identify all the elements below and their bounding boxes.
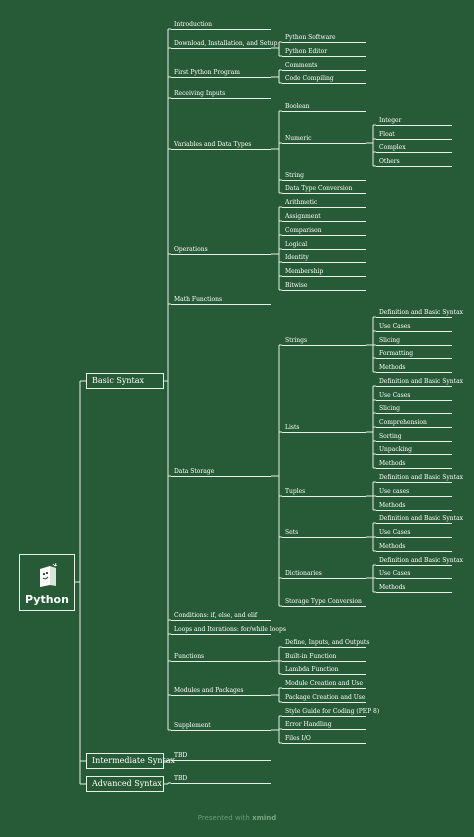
leaf-methods[interactable]: Methods	[379, 460, 406, 467]
topic-functions[interactable]: Functions	[174, 653, 205, 660]
topic-underline	[376, 523, 452, 524]
leaf-slicing[interactable]: Slicing	[379, 405, 400, 412]
footer-prefix: Presented with	[197, 814, 250, 822]
topic-underline	[376, 441, 452, 442]
topic-underline	[376, 345, 452, 346]
topic-underline	[376, 152, 452, 153]
subtopic-assignment[interactable]: Assignment	[285, 213, 321, 220]
leaf-slicing[interactable]: Slicing	[379, 337, 400, 344]
topic-tbd[interactable]: TBD	[174, 752, 188, 759]
leaf-definition-and-basic-syntax[interactable]: Definition and Basic Syntax	[379, 557, 464, 564]
topic-underline	[376, 331, 452, 332]
topic-underline	[282, 249, 366, 250]
topic-underline	[376, 482, 452, 483]
topic-underline	[282, 674, 366, 675]
topic-underline	[282, 716, 366, 717]
subtopic-built-in-function[interactable]: Built-in Function	[285, 653, 337, 660]
topic-loops-and-iterations-for-while-loops[interactable]: Loops and Iterations: for/while loops	[174, 626, 286, 633]
topic-underline	[376, 551, 452, 552]
subtopic-python-software[interactable]: Python Software	[285, 34, 336, 41]
topic-underline	[282, 743, 366, 744]
topic-underline	[171, 48, 271, 49]
topic-underline	[376, 139, 452, 140]
topic-underline	[171, 661, 271, 662]
topic-underline	[282, 143, 366, 144]
leaf-sorting[interactable]: Sorting	[379, 433, 402, 440]
leaf-methods[interactable]: Methods	[379, 584, 406, 591]
topic-underline	[171, 783, 271, 784]
topic-underline	[376, 413, 452, 414]
subtopic-define-inputs-and-outputs[interactable]: Define, Inputs, and Outputs	[285, 639, 370, 646]
topic-underline	[376, 510, 452, 511]
leaf-unpacking[interactable]: Unpacking	[379, 446, 412, 453]
topic-underline	[282, 647, 366, 648]
subtopic-error-handling[interactable]: Error Handling	[285, 721, 332, 728]
leaf-methods[interactable]: Methods	[379, 364, 406, 371]
topic-underline	[282, 661, 366, 662]
leaf-comprehension[interactable]: Comprehension	[379, 419, 427, 426]
topic-underline	[282, 537, 366, 538]
python-book-icon	[36, 563, 60, 589]
topic-underline	[282, 70, 366, 71]
topic-underline	[376, 592, 452, 593]
topic-receiving-inputs[interactable]: Receiving Inputs	[174, 90, 226, 97]
central-topic-title: Python	[25, 593, 69, 606]
subtopic-comments[interactable]: Comments	[285, 62, 318, 69]
topic-underline	[376, 358, 452, 359]
leaf-others[interactable]: Others	[379, 158, 400, 165]
topic-supplement[interactable]: Supplement	[174, 722, 211, 729]
leaf-methods[interactable]: Methods	[379, 502, 406, 509]
subtopic-arithmetic[interactable]: Arithmetic	[285, 199, 318, 206]
subtopic-bitwise[interactable]: Bitwise	[285, 282, 308, 289]
topic-underline	[282, 235, 366, 236]
topic-underline	[171, 77, 271, 78]
subtopic-numeric[interactable]: Numeric	[285, 135, 312, 142]
topic-underline	[282, 262, 366, 263]
subtopic-data-type-conversion[interactable]: Data Type Conversion	[285, 185, 353, 192]
central-topic-python[interactable]	[19, 554, 75, 611]
topic-underline	[376, 372, 452, 373]
subtopic-logical[interactable]: Logical	[285, 241, 308, 248]
leaf-use-cases[interactable]: Use Cases	[379, 323, 411, 330]
subtopic-lists[interactable]: Lists	[285, 424, 300, 431]
topic-underline	[282, 83, 366, 84]
leaf-methods[interactable]: Methods	[379, 543, 406, 550]
topic-underline	[282, 345, 366, 346]
topic-math-functions[interactable]: Math Functions	[174, 296, 223, 303]
main-topic-intermediate-syntax[interactable]: Intermediate Syntax	[86, 753, 164, 769]
topic-underline	[376, 578, 452, 579]
topic-underline	[282, 432, 366, 433]
topic-underline	[376, 427, 452, 428]
main-topic-basic-syntax[interactable]: Basic Syntax	[86, 373, 164, 389]
topic-underline	[282, 193, 366, 194]
topic-underline	[282, 180, 366, 181]
topic-tbd[interactable]: TBD	[174, 775, 188, 782]
topic-first-python-program[interactable]: First Python Program	[174, 69, 240, 76]
subtopic-strings[interactable]: Strings	[285, 337, 308, 344]
topic-introduction[interactable]: Introduction	[174, 21, 212, 28]
topic-underline	[282, 729, 366, 730]
leaf-complex[interactable]: Complex	[379, 144, 406, 151]
topic-conditions-if-else-and-elif[interactable]: Conditions: if, else, and elif	[174, 612, 258, 619]
leaf-definition-and-basic-syntax[interactable]: Definition and Basic Syntax	[379, 309, 464, 316]
subtopic-dictionaries[interactable]: Dictionaries	[285, 570, 322, 577]
subtopic-tuples[interactable]: Tuples	[285, 488, 306, 495]
topic-underline	[171, 695, 271, 696]
topic-underline	[282, 606, 366, 607]
subtopic-comparison[interactable]: Comparison	[285, 227, 322, 234]
subtopic-files-i-o[interactable]: Files I/O	[285, 735, 311, 742]
leaf-definition-and-basic-syntax[interactable]: Definition and Basic Syntax	[379, 474, 464, 481]
topic-underline	[282, 578, 366, 579]
topic-underline	[171, 98, 271, 99]
leaf-use-cases[interactable]: Use Cases	[379, 570, 411, 577]
subtopic-module-creation-and-use[interactable]: Module Creation and Use	[285, 680, 364, 687]
topic-underline	[282, 688, 366, 689]
footer-credit	[0, 814, 474, 822]
topic-underline	[282, 42, 366, 43]
main-topic-advanced-syntax[interactable]: Advanced Syntax	[86, 776, 164, 792]
topic-underline	[376, 565, 452, 566]
topic-download-installation-and-setup[interactable]: Download, Installation, and Setup	[174, 40, 278, 47]
topic-data-storage[interactable]: Data Storage	[174, 468, 215, 475]
subtopic-package-creation-and-use[interactable]: Package Creation and Use	[285, 694, 366, 701]
leaf-definition-and-basic-syntax[interactable]: Definition and Basic Syntax	[379, 378, 464, 385]
topic-underline	[376, 537, 452, 538]
subtopic-style-guide-for-coding-pep-8[interactable]: Style Guide for Coding (PEP 8)	[285, 708, 380, 715]
topic-variables-and-data-types[interactable]: Variables and Data Types	[174, 141, 252, 148]
leaf-integer[interactable]: Integer	[379, 117, 402, 124]
subtopic-code-compiling[interactable]: Code Compiling	[285, 75, 334, 82]
topic-underline	[171, 149, 271, 150]
topic-underline	[171, 760, 271, 761]
leaf-use-cases[interactable]: Use Cases	[379, 529, 411, 536]
subtopic-lambda-function[interactable]: Lambda Function	[285, 666, 339, 673]
topic-modules-and-packages[interactable]: Modules and Packages	[174, 687, 244, 694]
leaf-use-cases[interactable]: Use Cases	[379, 392, 411, 399]
leaf-float[interactable]: Float	[379, 131, 395, 138]
leaf-definition-and-basic-syntax[interactable]: Definition and Basic Syntax	[379, 515, 464, 522]
subtopic-string[interactable]: String	[285, 172, 305, 179]
subtopic-boolean[interactable]: Boolean	[285, 103, 310, 110]
topic-underline	[376, 400, 452, 401]
topic-underline	[376, 454, 452, 455]
topic-underline	[282, 290, 366, 291]
topic-underline	[376, 468, 452, 469]
leaf-formatting[interactable]: Formatting	[379, 350, 414, 357]
subtopic-membership[interactable]: Membership	[285, 268, 324, 275]
topic-underline	[171, 620, 271, 621]
topic-underline	[282, 702, 366, 703]
footer-brand: xmind	[252, 814, 277, 822]
subtopic-storage-type-conversion[interactable]: Storage Type Conversion	[285, 598, 362, 605]
subtopic-python-editor[interactable]: Python Editor	[285, 48, 328, 55]
topic-underline	[376, 317, 452, 318]
topic-underline	[282, 207, 366, 208]
topic-underline	[282, 496, 366, 497]
topic-underline	[376, 166, 452, 167]
topic-underline	[376, 386, 452, 387]
topic-underline	[171, 730, 271, 731]
topic-underline	[376, 496, 452, 497]
subtopic-identity[interactable]: Identity	[285, 254, 309, 261]
topic-underline	[171, 634, 271, 635]
topic-underline	[282, 276, 366, 277]
topic-underline	[376, 125, 452, 126]
topic-underline	[282, 221, 366, 222]
topic-underline	[282, 56, 366, 57]
topic-underline	[171, 476, 271, 477]
topic-underline	[171, 304, 271, 305]
topic-underline	[282, 111, 366, 112]
subtopic-sets[interactable]: Sets	[285, 529, 299, 536]
topic-underline	[171, 29, 271, 30]
leaf-use-cases[interactable]: Use cases	[379, 488, 410, 495]
topic-underline	[171, 254, 271, 255]
topic-operations[interactable]: Operations	[174, 246, 208, 253]
